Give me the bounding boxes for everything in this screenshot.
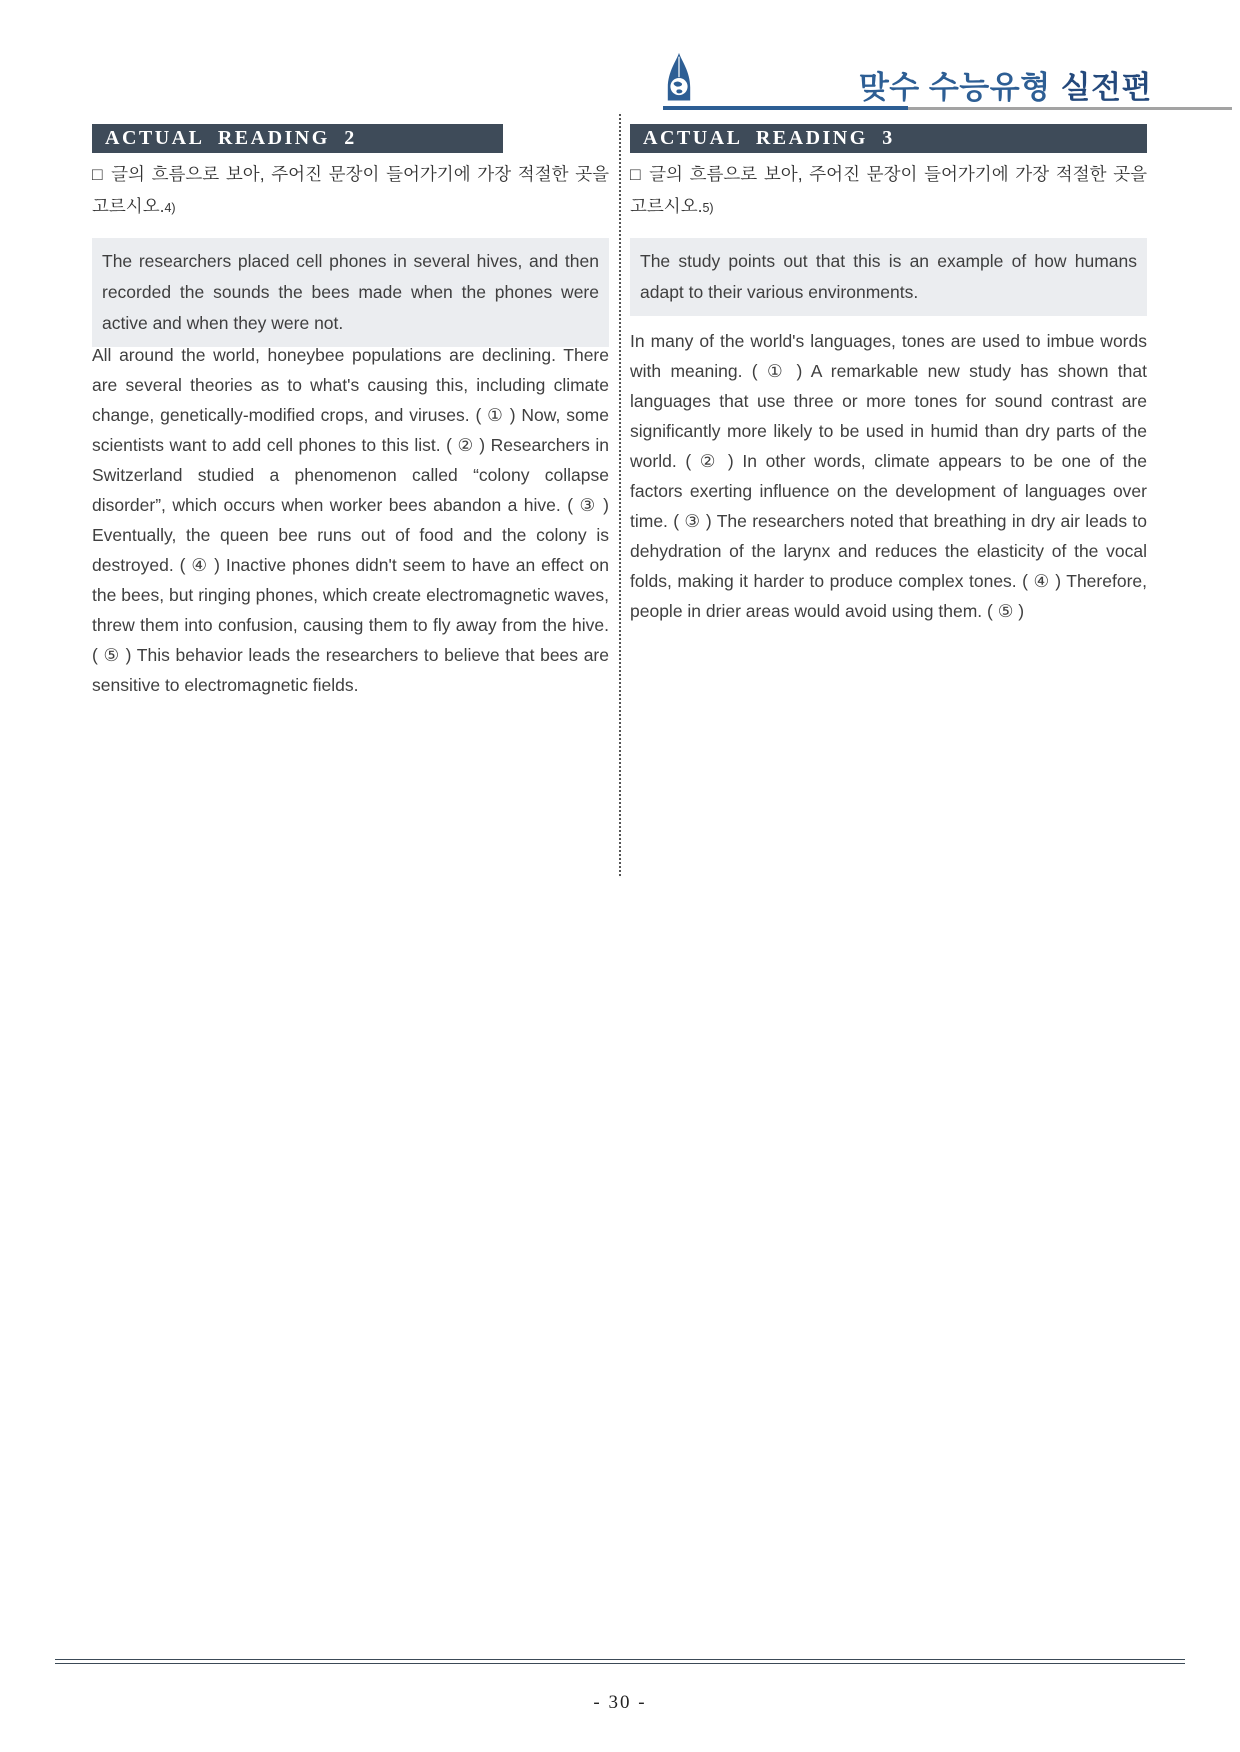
footer-rule [55, 1659, 1185, 1664]
question-instruction-right [630, 158, 1147, 224]
page-number: - 30 - [593, 1692, 647, 1713]
pen-nib-globe-icon [663, 52, 695, 108]
instruction-text: □ 글의 흐름으로 보아, 주어진 문장이 들어가기에 가장 적절한 곳을 고르시오. [630, 164, 1147, 216]
section-title-reading-3: ACTUAL READING 3 [630, 124, 1147, 153]
footnote-ref: 4) [164, 201, 176, 215]
brand-title [859, 62, 1152, 107]
instruction-text: □ 글의 흐름으로 보아, 주어진 문장이 들어가기에 가장 적절한 곳을 고르시오. [92, 164, 609, 216]
header-rule-blue [663, 106, 908, 110]
given-sentence-box-right: The study points out that this is an example of how humans adapt to their various environments. [630, 238, 1147, 316]
passage-text-left: All around the world, honeybee populations are declining. There are several theories as to what's causing this, including climate change, genetically-modified crops, and viruses. ( ① ) Now, some scientists want to add cell phones to this list. ( ② ) Researchers in Switzerland studied a phenomenon called “colony collapse disorder”, which occurs when worker bees abandon a hive. ( ③ ) Eventually, the queen bee runs out of food and the colony is destroyed. ( ④ ) Inactive phones didn't seem to have an effect on the bees, but ringing phones, which create electromagnetic waves, threw them into confusion, causing them to fly away from the hive. ( ⑤ ) This behavior leads the researchers to believe that bees are sensitive to electromagnetic fields. [92, 345, 609, 695]
brand-title-emphasis: 실전편 [1060, 70, 1152, 105]
given-sentence-box-left: The researchers placed cell phones in several hives, and then recorded the sounds the bees made when the phones were active and when they were not. [92, 238, 609, 347]
section-title-reading-2: ACTUAL READING 2 [92, 124, 503, 153]
brand-title-text: 맞수 수능유형 [858, 70, 1051, 105]
question-instruction-left [92, 158, 609, 224]
passage-text-right: In many of the world's languages, tones are used to imbue words with meaning. ( ① ) A remarkable new study has shown that languages that use three or more tones for sound contrast are significantly more likely to be used in humid than dry parts of the world. ( ② ) In other words, climate appears to be one of the factors exerting influence on the development of languages over time. ( ③ ) The researchers noted that breathing in dry air leads to dehydration of the larynx and reduces the elasticity of the vocal folds, making it harder to produce complex tones. ( ④ ) Therefore, people in drier areas would avoid using them. ( ⑤ ) [630, 331, 1147, 621]
column-divider [619, 114, 621, 876]
header-rule-gray [908, 107, 1232, 110]
footnote-ref: 5) [702, 201, 714, 215]
